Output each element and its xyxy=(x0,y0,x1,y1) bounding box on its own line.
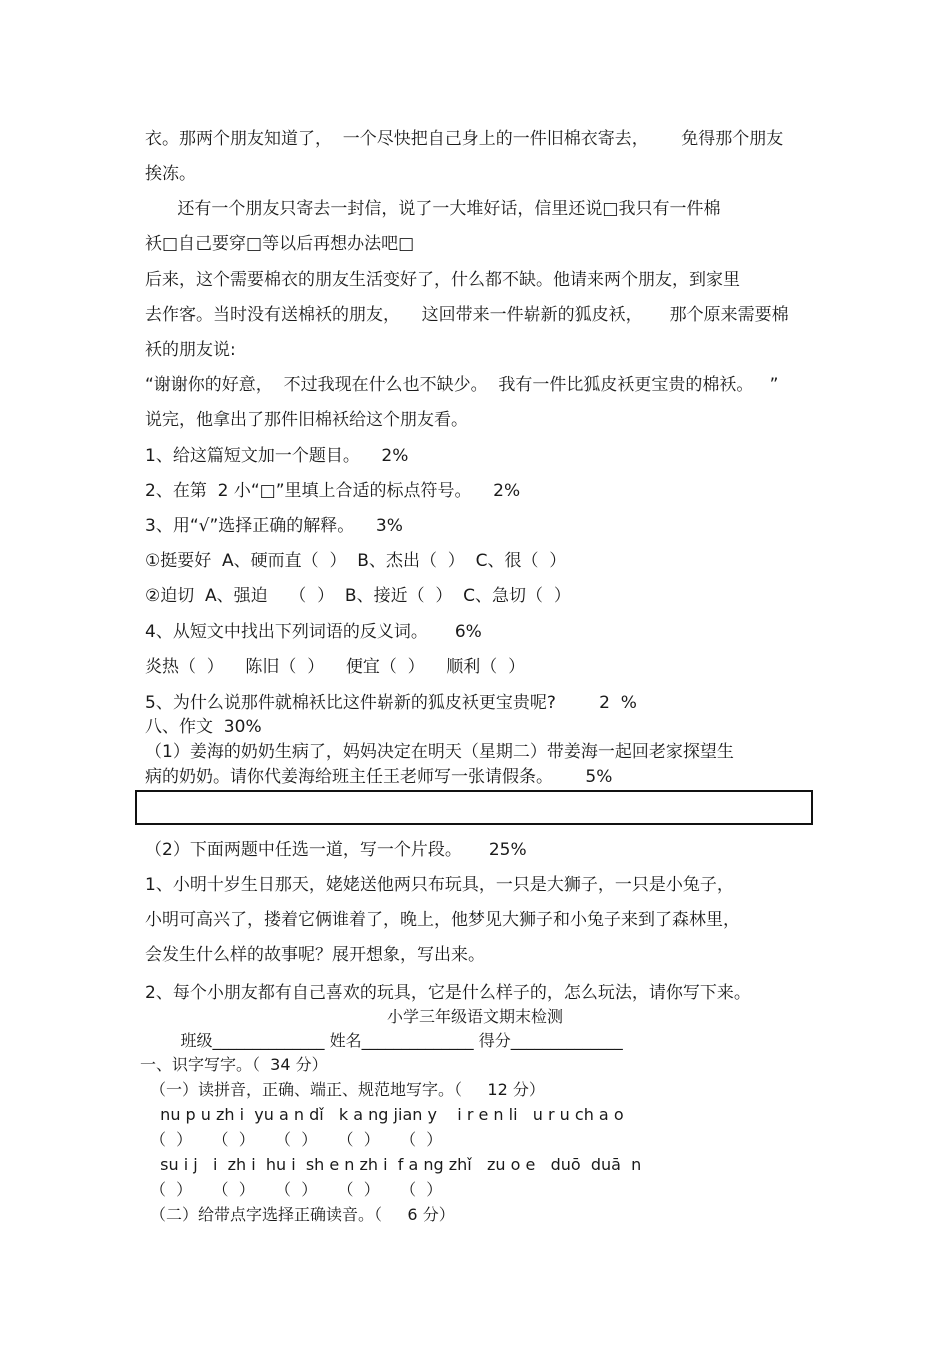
question-2: 2、在第 2 小“□”里填上合适的标点符号。 2% xyxy=(145,481,521,501)
question-3-item-a: ①挺要好 A、硬而直（ ） B、杰出（ ） C、很（ ） xyxy=(145,551,567,571)
passage-line: 袄□自己要穿□等以后再想办法吧□ xyxy=(145,234,415,254)
exam-info-fields[interactable]: 班级______________ 姓名______________ 得分______________ xyxy=(150,1031,623,1050)
question-4-words: 炎热（ ） 陈旧（ ） 便宜（ ） 顺利（ ） xyxy=(145,657,526,677)
question-4: 4、从短文中找出下列词语的反义词。 6% xyxy=(145,622,482,642)
composition-option-1: 会发生什么样的故事呢？展开想象，写出来。 xyxy=(145,945,485,965)
composition-task-1: （1）姜海的奶奶生病了，妈妈决定在明天（星期二）带姜海一起回老家探望生 xyxy=(145,742,734,762)
question-5: 5、为什么说那件就棉袄比这件崭新的狐皮袄更宝贵呢? 2 % xyxy=(145,693,637,713)
passage-quote: “谢谢你的好意， 不过我现在什么也不缺少。 我有一件比狐皮袄更宝贵的棉袄。 ” xyxy=(145,375,779,395)
question-3: 3、用“√”选择正确的解释。 3% xyxy=(145,516,403,536)
question-1: 1、给这篇短文加一个题目。 2% xyxy=(145,446,409,466)
passage-line: 衣。那两个朋友知道了， 一个尽快把自己身上的一件旧棉衣寄去， 免得那个朋友 xyxy=(145,129,784,149)
answer-box[interactable] xyxy=(135,790,813,825)
subsection-1: （一）读拼音，正确、端正、规范地写字。（ 12 分） xyxy=(150,1080,545,1099)
subsection-2: （二）给带点字选择正确读音。（ 6 分） xyxy=(150,1205,455,1224)
section-1-heading: 一、识字写字。（ 34 分） xyxy=(140,1055,328,1074)
passage-line: 还有一个朋友只寄去一封信，说了一大堆好话，信里还说□我只有一件棉 xyxy=(145,199,721,219)
answer-blanks-row[interactable]: （ ） （ ） （ ） （ ） （ ） xyxy=(150,1130,443,1149)
passage-line: 挨冻。 xyxy=(145,164,196,184)
answer-blanks-row[interactable]: （ ） （ ） （ ） （ ） （ ） xyxy=(150,1180,443,1199)
composition-option-1: 小明可高兴了，搂着它俩谁着了，晚上，他梦见大狮子和小兔子来到了森林里， xyxy=(145,910,740,930)
pinyin-row: nu p u zh i yu a n dǐ k a ng jian y i r e n li u r u ch a o xyxy=(150,1105,624,1124)
question-3-item-b: ②迫切 A、强迫 （ ） B、接近（ ） C、急切（ ） xyxy=(145,586,571,606)
passage-line: 去作客。当时没有送棉袄的朋友， 这回带来一件崭新的狐皮袄， 那个原来需要棉 xyxy=(145,305,789,325)
composition-option-1: 1、小明十岁生日那天，姥姥送他两只布玩具，一只是大狮子，一只是小兔子， xyxy=(145,875,734,895)
passage-line: 后来，这个需要棉衣的朋友生活变好了，什么都不缺。他请来两个朋友，到家里 xyxy=(145,270,740,290)
composition-option-2: 2、每个小朋友都有自己喜欢的玩具，它是什么样子的，怎么玩法，请你写下来。 xyxy=(145,983,751,1003)
exam-title: 小学三年级语文期末检测 xyxy=(386,1007,563,1026)
composition-task-2: （2）下面两题中任选一道，写一个片段。 25% xyxy=(145,840,527,860)
pinyin-row: su i j i zh i hu i sh e n zh i f a ng zhǐ zu o e duō duā n xyxy=(150,1155,642,1174)
composition-heading: 八、作文 30% xyxy=(145,717,262,737)
composition-task-1: 病的奶奶。请你代姜海给班主任王老师写一张请假条。 5% xyxy=(145,767,613,787)
passage-line: 袄的朋友说: xyxy=(145,340,236,360)
passage-line: 说完，他拿出了那件旧棉袄给这个朋友看。 xyxy=(145,410,468,430)
